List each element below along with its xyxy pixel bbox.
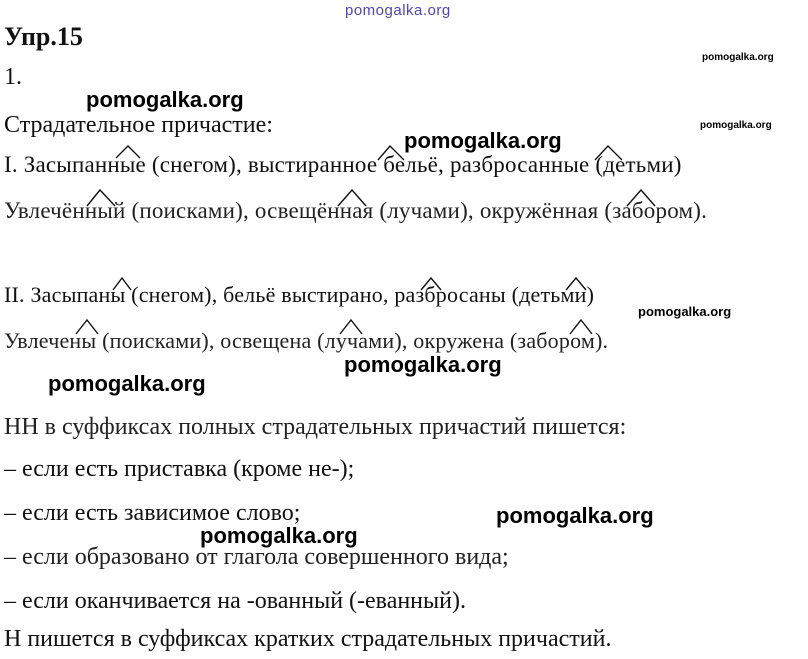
suffix-mark xyxy=(566,278,586,290)
suffix-mark xyxy=(116,146,140,158)
rule-nn-item: – если оканчивается на -ованный (-еванный). xyxy=(4,588,466,614)
suffix-mark xyxy=(87,190,115,206)
exercise-title: Упр.15 xyxy=(4,22,83,51)
rule-nn-item: – если есть зависимое слово; xyxy=(4,500,301,526)
suffix-mark xyxy=(595,146,622,160)
watermark-small: pomogalka.org xyxy=(700,120,772,131)
watermark: pomogalka.org xyxy=(86,87,244,112)
section-label: Страдательное причастие: xyxy=(4,112,273,138)
suffix-mark xyxy=(338,190,366,206)
suffix-mark xyxy=(570,320,592,334)
suffix-mark xyxy=(378,146,404,160)
watermark-small: pomogalka.org xyxy=(702,52,774,63)
suffix-mark xyxy=(340,320,362,334)
full-form-line-2: Увлечённый (поисками), освещённая (лучами), окружённая (забором). xyxy=(4,198,708,223)
item-number: 1. xyxy=(4,64,22,90)
full-form-line-1: I. Засыпанные (снегом), выстиранное бельё, разбросанные (детьми) xyxy=(4,152,682,177)
suffix-mark xyxy=(421,278,441,290)
suffix-mark xyxy=(113,278,131,290)
rule-nn-item: – если есть приставка (кроме не-); xyxy=(4,456,355,482)
rule-nn-item: – если образовано от глагола совершенного вида; xyxy=(4,544,509,570)
short-form-line-1: II. Засыпаны (снегом), бельё выстирано, разбросаны (детьми) xyxy=(4,282,595,307)
watermark: pomogalka.org xyxy=(200,523,358,548)
suffix-mark xyxy=(76,320,98,334)
watermark-top: pomogalka.org xyxy=(345,2,451,19)
watermark: pomogalka.org xyxy=(344,352,502,377)
rule-nn-intro: НН в суффиксах полных страдательных причастий пишется: xyxy=(4,414,627,440)
watermark: pomogalka.org xyxy=(404,128,562,153)
watermark: pomogalka.org xyxy=(496,503,654,528)
watermark-small: pomogalka.org xyxy=(638,304,732,319)
rule-n: Н пишется в суффиксах кратких страдательных причастий. xyxy=(4,626,612,652)
watermark: pomogalka.org xyxy=(48,371,206,396)
suffix-mark xyxy=(627,190,655,206)
short-form-line-2: Увлечены (поисками), освещена (лучами), окружена (забором). xyxy=(4,328,609,353)
